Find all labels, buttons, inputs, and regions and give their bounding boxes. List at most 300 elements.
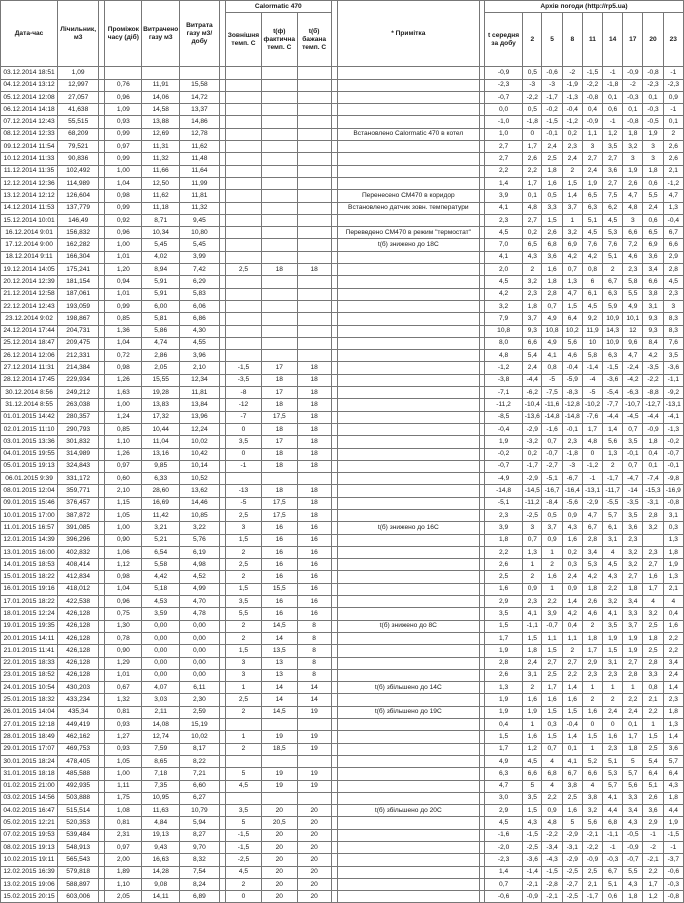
cell-ext-temp: 4,5 <box>225 866 261 878</box>
cell-t-avg: 3,2 <box>485 300 523 312</box>
table-row <box>1 251 684 263</box>
cell-hour-temp: 3,1 <box>643 300 663 312</box>
cell-interval: 0,93 <box>105 719 142 731</box>
cell-hour-temp: -1,7 <box>542 91 562 103</box>
header-archive-group: Архів погоди (http://rp5.ua) <box>485 1 684 13</box>
table-row <box>1 473 684 485</box>
cell-date: 23.12.2014 9:02 <box>1 313 58 325</box>
cell-hour-temp: 1,9 <box>623 632 643 644</box>
cell-note: t(б) знижено до 8С <box>337 620 479 632</box>
table-body <box>1 67 684 903</box>
cell-hour-temp: 2,3 <box>562 141 582 153</box>
cell-ext-temp: 1 <box>225 731 261 743</box>
cell-hour-temp: -1,1 <box>523 620 542 632</box>
cell-hour-temp: 1,8 <box>623 128 643 140</box>
cell-hour-temp: 2,1 <box>582 878 602 890</box>
cell-rate: 6,06 <box>180 300 220 312</box>
cell-hour-temp: -0,5 <box>623 829 643 841</box>
cell-t-desired: 18 <box>297 411 331 423</box>
cell-meter: 426,128 <box>58 657 99 669</box>
cell-t-desired <box>297 239 331 251</box>
cell-t-avg: 0,0 <box>485 104 523 116</box>
cell-hour-temp: 4 <box>663 596 683 608</box>
cell-used: 2,05 <box>142 362 180 374</box>
table-row <box>1 116 684 128</box>
cell-hour-temp: 2,7 <box>562 657 582 669</box>
cell-hour-temp: -0,4 <box>562 719 582 731</box>
cell-hour-temp: 3,5 <box>623 436 643 448</box>
cell-interval: 1,27 <box>105 731 142 743</box>
cell-hour-temp: 2 <box>603 460 623 472</box>
table-row <box>1 669 684 681</box>
cell-ext-temp: 2 <box>225 620 261 632</box>
table-row <box>1 448 684 460</box>
cell-hour-temp: 1,4 <box>663 731 683 743</box>
cell-hour-temp: 1,3 <box>663 571 683 583</box>
cell-meter: 162,282 <box>58 239 99 251</box>
cell-t-desired: 16 <box>297 534 331 546</box>
cell-hour-temp: 1 <box>643 719 663 731</box>
cell-date: 01.01.2015 14:42 <box>1 411 58 423</box>
table-row <box>1 177 684 189</box>
cell-t-desired: 20 <box>297 842 331 854</box>
cell-note: t(б) знижено до 18С <box>337 239 479 251</box>
cell-interval: 1,00 <box>105 399 142 411</box>
cell-interval: 1,30 <box>105 620 142 632</box>
cell-hour-temp: 3,5 <box>523 792 542 804</box>
cell-rate: 8,32 <box>180 854 220 866</box>
cell-hour-temp: 1,9 <box>663 817 683 829</box>
cell-rate: 14,46 <box>180 497 220 509</box>
cell-hour-temp: 0,7 <box>542 436 562 448</box>
cell-hour-temp: 7,6 <box>582 239 602 251</box>
cell-t-desired <box>297 91 331 103</box>
cell-rate: 11,48 <box>180 153 220 165</box>
cell-hour-temp: 1,9 <box>582 177 602 189</box>
cell-meter: 301,832 <box>58 436 99 448</box>
cell-hour-temp: 2,5 <box>542 669 562 681</box>
cell-t-avg: 2,9 <box>485 805 523 817</box>
cell-t-fact: 18,5 <box>262 743 297 755</box>
cell-hour-temp: 2,2 <box>562 669 582 681</box>
cell-t-desired: 18 <box>297 460 331 472</box>
cell-hour-temp: 3,7 <box>542 522 562 534</box>
cell-hour-temp: 0 <box>523 128 542 140</box>
cell-hour-temp: 2,4 <box>542 141 562 153</box>
cell-hour-temp: 3,2 <box>623 546 643 558</box>
cell-t-fact: 20 <box>262 842 297 854</box>
cell-t-fact: 17 <box>262 362 297 374</box>
cell-rate: 7,21 <box>180 768 220 780</box>
cell-t-desired: 18 <box>297 509 331 521</box>
cell-hour-temp: 2 <box>523 682 542 694</box>
cell-hour-temp: 1 <box>582 743 602 755</box>
table-row <box>1 719 684 731</box>
cell-hour-temp: 1,5 <box>542 731 562 743</box>
cell-ext-temp: 4,5 <box>225 780 261 792</box>
cell-date: 21.12.2014 12:58 <box>1 288 58 300</box>
cell-hour-temp: 3,3 <box>643 669 663 681</box>
header-t-desired: t(б) бажана темп. С <box>297 13 331 67</box>
cell-meter: 204,731 <box>58 325 99 337</box>
cell-hour-temp: 4,5 <box>582 227 602 239</box>
cell-hour-temp: -0,3 <box>603 854 623 866</box>
cell-interval: 0,99 <box>105 202 142 214</box>
cell-rate: 10,52 <box>180 473 220 485</box>
cell-hour-temp: -2,3 <box>663 79 683 91</box>
cell-t-fact <box>262 755 297 767</box>
cell-meter: 280,357 <box>58 411 99 423</box>
cell-date: 04.01.2015 19:55 <box>1 448 58 460</box>
cell-used: 17,32 <box>142 411 180 423</box>
cell-t-fact: 16 <box>262 534 297 546</box>
cell-hour-temp: 3,2 <box>623 559 643 571</box>
cell-hour-temp: 2,2 <box>623 694 643 706</box>
cell-meter: 565,543 <box>58 854 99 866</box>
cell-meter: 263,038 <box>58 399 99 411</box>
cell-note <box>337 509 479 521</box>
cell-meter: 90,836 <box>58 153 99 165</box>
cell-used: 7,59 <box>142 743 180 755</box>
cell-meter: 41,638 <box>58 104 99 116</box>
cell-hour-temp: 1 <box>523 719 542 731</box>
cell-t-desired <box>297 104 331 116</box>
cell-date: 12.12.2014 12:36 <box>1 177 58 189</box>
cell-hour-temp: -11,2 <box>523 497 542 509</box>
cell-used: 0,00 <box>142 632 180 644</box>
cell-hour-temp: -2,7 <box>562 878 582 890</box>
cell-t-desired: 19 <box>297 743 331 755</box>
cell-t-fact <box>262 128 297 140</box>
cell-hour-temp: -10,7 <box>623 399 643 411</box>
cell-hour-temp: -12,8 <box>562 399 582 411</box>
cell-hour-temp: 3 <box>663 300 683 312</box>
cell-hour-temp: 3,1 <box>663 509 683 521</box>
cell-used: 5,91 <box>142 276 180 288</box>
table-row <box>1 743 684 755</box>
header-hour-20: 20 <box>643 13 663 67</box>
cell-hour-temp: 0,5 <box>523 104 542 116</box>
cell-t-avg: 1,8 <box>485 534 523 546</box>
cell-t-avg: 3,5 <box>485 608 523 620</box>
cell-note <box>337 91 479 103</box>
cell-ext-temp: -8 <box>225 387 261 399</box>
cell-hour-temp: 0,5 <box>542 509 562 521</box>
cell-hour-temp: 2 <box>562 645 582 657</box>
cell-note <box>337 251 479 263</box>
cell-hour-temp: 1,8 <box>542 165 562 177</box>
table-row <box>1 153 684 165</box>
cell-used: 28,60 <box>142 485 180 497</box>
cell-date: 10.01.2015 17:00 <box>1 509 58 521</box>
cell-t-fact <box>262 251 297 263</box>
table-row <box>1 411 684 423</box>
cell-note <box>337 300 479 312</box>
cell-hour-temp: 3,3 <box>623 792 643 804</box>
cell-date: 03.02.2015 14:56 <box>1 792 58 804</box>
cell-hour-temp: -0,8 <box>663 891 683 903</box>
cell-t-fact: 18 <box>262 264 297 276</box>
table-row <box>1 350 684 362</box>
cell-hour-temp: 2,8 <box>542 288 562 300</box>
cell-t-fact: 16 <box>262 608 297 620</box>
table-row <box>1 79 684 91</box>
cell-hour-temp: 2,8 <box>643 509 663 521</box>
cell-hour-temp: 2,3 <box>523 596 542 608</box>
cell-note <box>337 780 479 792</box>
cell-t-fact <box>262 165 297 177</box>
cell-hour-temp: 3,4 <box>643 264 663 276</box>
cell-ext-temp <box>225 91 261 103</box>
table-row <box>1 423 684 435</box>
cell-ext-temp: 3,5 <box>225 436 261 448</box>
cell-hour-temp: 1,3 <box>663 719 683 731</box>
cell-hour-temp: 3,1 <box>603 657 623 669</box>
cell-ext-temp <box>225 67 261 79</box>
cell-t-fact: 18 <box>262 423 297 435</box>
cell-hour-temp: 2,6 <box>663 141 683 153</box>
cell-hour-temp: -3,5 <box>623 497 643 509</box>
cell-hour-temp: 1,1 <box>582 128 602 140</box>
cell-hour-temp: 0,6 <box>603 104 623 116</box>
cell-interval: 1,08 <box>105 805 142 817</box>
cell-hour-temp: 2,4 <box>663 669 683 681</box>
cell-hour-temp: 1,8 <box>663 706 683 718</box>
cell-hour-temp: 4,6 <box>623 251 643 263</box>
cell-rate: 3,22 <box>180 522 220 534</box>
cell-hour-temp: -1,8 <box>562 448 582 460</box>
cell-hour-temp: -0,6 <box>542 67 562 79</box>
cell-ext-temp: 3 <box>225 657 261 669</box>
cell-t-fact <box>262 202 297 214</box>
cell-used: 14,58 <box>142 104 180 116</box>
cell-t-desired: 18 <box>297 485 331 497</box>
cell-hour-temp: -3 <box>542 79 562 91</box>
cell-t-fact: 20 <box>262 866 297 878</box>
cell-ext-temp: 2,5 <box>225 509 261 521</box>
cell-date: 26.12.2014 12:06 <box>1 350 58 362</box>
cell-ext-temp <box>225 153 261 165</box>
cell-t-avg: 2,2 <box>485 546 523 558</box>
cell-date: 13.02.2015 19:06 <box>1 878 58 890</box>
cell-hour-temp: 5,4 <box>643 755 663 767</box>
cell-t-desired: 8 <box>297 669 331 681</box>
cell-hour-temp: 1,6 <box>663 620 683 632</box>
cell-hour-temp: 4,7 <box>623 190 643 202</box>
cell-meter: 396,296 <box>58 534 99 546</box>
cell-hour-temp: 7,2 <box>623 239 643 251</box>
cell-t-avg: -2,3 <box>485 79 523 91</box>
cell-t-desired <box>297 202 331 214</box>
cell-hour-temp: -1,4 <box>582 362 602 374</box>
cell-hour-temp: 3,5 <box>603 620 623 632</box>
cell-t-fact: 17 <box>262 436 297 448</box>
cell-note <box>337 792 479 804</box>
cell-meter: 376,457 <box>58 497 99 509</box>
cell-used: 10,95 <box>142 792 180 804</box>
cell-t-avg: 4,2 <box>485 288 523 300</box>
cell-meter: 137,779 <box>58 202 99 214</box>
cell-hour-temp: -0,1 <box>562 423 582 435</box>
cell-note <box>337 546 479 558</box>
cell-hour-temp: 1,4 <box>663 682 683 694</box>
cell-hour-temp: 1,6 <box>643 571 663 583</box>
cell-t-avg: 2,3 <box>485 214 523 226</box>
cell-t-desired <box>297 251 331 263</box>
cell-hour-temp: 2,2 <box>663 632 683 644</box>
cell-used: 13,83 <box>142 399 180 411</box>
cell-rate: 2,59 <box>180 706 220 718</box>
cell-t-fact: 19 <box>262 731 297 743</box>
cell-t-desired: 18 <box>297 497 331 509</box>
cell-hour-temp: 0,1 <box>523 190 542 202</box>
cell-date: 30.01.2015 18:24 <box>1 755 58 767</box>
cell-date: 12.01.2015 14:39 <box>1 534 58 546</box>
cell-hour-temp: 1,9 <box>643 128 663 140</box>
cell-hour-temp: 6,6 <box>623 227 643 239</box>
cell-hour-temp: 3,2 <box>623 141 643 153</box>
cell-t-fact: 18 <box>262 485 297 497</box>
cell-hour-temp: 2,5 <box>562 792 582 804</box>
cell-interval: 0,76 <box>105 79 142 91</box>
cell-hour-temp: 1,7 <box>523 141 542 153</box>
cell-interval: 1,10 <box>105 436 142 448</box>
cell-ext-temp: -1,5 <box>225 362 261 374</box>
cell-note <box>337 878 479 890</box>
cell-hour-temp: -1 <box>643 829 663 841</box>
cell-used: 12,74 <box>142 731 180 743</box>
cell-hour-temp: -6,3 <box>623 387 643 399</box>
cell-ext-temp: 0 <box>225 448 261 460</box>
cell-meter: 433,234 <box>58 694 99 706</box>
cell-hour-temp: -0,8 <box>643 67 663 79</box>
cell-hour-temp: -2,2 <box>523 91 542 103</box>
cell-hour-temp: 2,3 <box>643 546 663 558</box>
cell-hour-temp: 2,6 <box>582 596 602 608</box>
cell-note <box>337 423 479 435</box>
cell-rate: 6,89 <box>180 891 220 903</box>
cell-t-avg: 3,9 <box>485 190 523 202</box>
cell-hour-temp: -0,3 <box>663 878 683 890</box>
cell-interval: 0,98 <box>105 362 142 374</box>
cell-date: 21.01.2015 11:41 <box>1 645 58 657</box>
cell-date: 04.02.2015 16:47 <box>1 805 58 817</box>
cell-meter: 187,061 <box>58 288 99 300</box>
cell-hour-temp: 4,5 <box>582 300 602 312</box>
cell-hour-temp: 1,6 <box>542 694 562 706</box>
cell-hour-temp: 5,1 <box>643 780 663 792</box>
cell-hour-temp: -1 <box>603 67 623 79</box>
table-row <box>1 165 684 177</box>
cell-t-desired <box>297 313 331 325</box>
cell-meter: 391,085 <box>58 522 99 534</box>
cell-t-avg: 1,4 <box>485 177 523 189</box>
cell-hour-temp: -4,4 <box>643 411 663 423</box>
cell-hour-temp: 2,8 <box>582 534 602 546</box>
cell-t-avg: -14,8 <box>485 485 523 497</box>
cell-hour-temp: 6,9 <box>562 239 582 251</box>
cell-hour-temp: 5,3 <box>603 768 623 780</box>
cell-t-desired: 8 <box>297 632 331 644</box>
cell-hour-temp: 5,5 <box>623 866 643 878</box>
cell-rate: 8,27 <box>180 829 220 841</box>
header-rate: Витрата газу м3/добу <box>180 1 220 67</box>
cell-t-avg: 4,5 <box>485 227 523 239</box>
cell-hour-temp: 4,4 <box>663 805 683 817</box>
cell-used: 3,59 <box>142 608 180 620</box>
table-row <box>1 620 684 632</box>
cell-hour-temp: -2,1 <box>523 878 542 890</box>
cell-rate: 8,24 <box>180 878 220 890</box>
cell-interval: 1,12 <box>105 559 142 571</box>
cell-note: Переведено CM470 в режим "термостат" <box>337 227 479 239</box>
cell-meter: 198,867 <box>58 313 99 325</box>
cell-interval: 1,04 <box>105 337 142 349</box>
cell-hour-temp: 2,2 <box>542 792 562 804</box>
cell-used: 5,91 <box>142 288 180 300</box>
cell-note: Встановлено Calormatic 470 в котел <box>337 128 479 140</box>
cell-hour-temp: 2,7 <box>623 571 643 583</box>
table-row <box>1 374 684 386</box>
cell-interval: 1,04 <box>105 177 142 189</box>
table-row <box>1 571 684 583</box>
cell-hour-temp: -3,5 <box>643 362 663 374</box>
cell-note <box>337 350 479 362</box>
cell-hour-temp: 2,5 <box>582 866 602 878</box>
cell-hour-temp: 3,8 <box>643 288 663 300</box>
cell-hour-temp: 3,4 <box>663 657 683 669</box>
cell-hour-temp: 3,4 <box>623 805 643 817</box>
cell-note <box>337 165 479 177</box>
cell-meter: 359,771 <box>58 485 99 497</box>
cell-hour-temp: 5,8 <box>582 350 602 362</box>
cell-hour-temp: 0,1 <box>663 116 683 128</box>
cell-hour-temp: 1,5 <box>562 177 582 189</box>
cell-note <box>337 473 479 485</box>
cell-t-fact <box>262 719 297 731</box>
cell-used: 11,32 <box>142 153 180 165</box>
cell-used: 11,66 <box>142 165 180 177</box>
cell-hour-temp: 2,3 <box>603 743 623 755</box>
header-interval: Проміжок часу (діб) <box>105 1 142 67</box>
cell-t-fact: 13,5 <box>262 645 297 657</box>
cell-hour-temp: 6,1 <box>582 288 602 300</box>
cell-hour-temp: 7,6 <box>603 239 623 251</box>
cell-t-desired <box>297 177 331 189</box>
cell-t-fact <box>262 337 297 349</box>
cell-t-desired <box>297 116 331 128</box>
cell-interval: 0,81 <box>105 817 142 829</box>
cell-hour-temp: -3,4 <box>542 842 562 854</box>
cell-meter: 114,989 <box>58 177 99 189</box>
cell-hour-temp: 1,8 <box>663 546 683 558</box>
cell-hour-temp: -12,7 <box>643 399 663 411</box>
cell-rate: 3,99 <box>180 251 220 263</box>
cell-hour-temp: 1,9 <box>623 645 643 657</box>
cell-rate: 13,96 <box>180 411 220 423</box>
cell-meter: 212,331 <box>58 350 99 362</box>
cell-used: 11,62 <box>142 190 180 202</box>
cell-hour-temp: 2,7 <box>523 214 542 226</box>
cell-hour-temp: 4,7 <box>582 509 602 521</box>
cell-date: 15.02.2015 20:15 <box>1 891 58 903</box>
cell-note <box>337 79 479 91</box>
cell-t-fact: 17,5 <box>262 497 297 509</box>
cell-interval: 2,10 <box>105 485 142 497</box>
cell-hour-temp: 4,3 <box>623 878 643 890</box>
cell-hour-temp: 4,5 <box>603 559 623 571</box>
cell-note <box>337 583 479 595</box>
